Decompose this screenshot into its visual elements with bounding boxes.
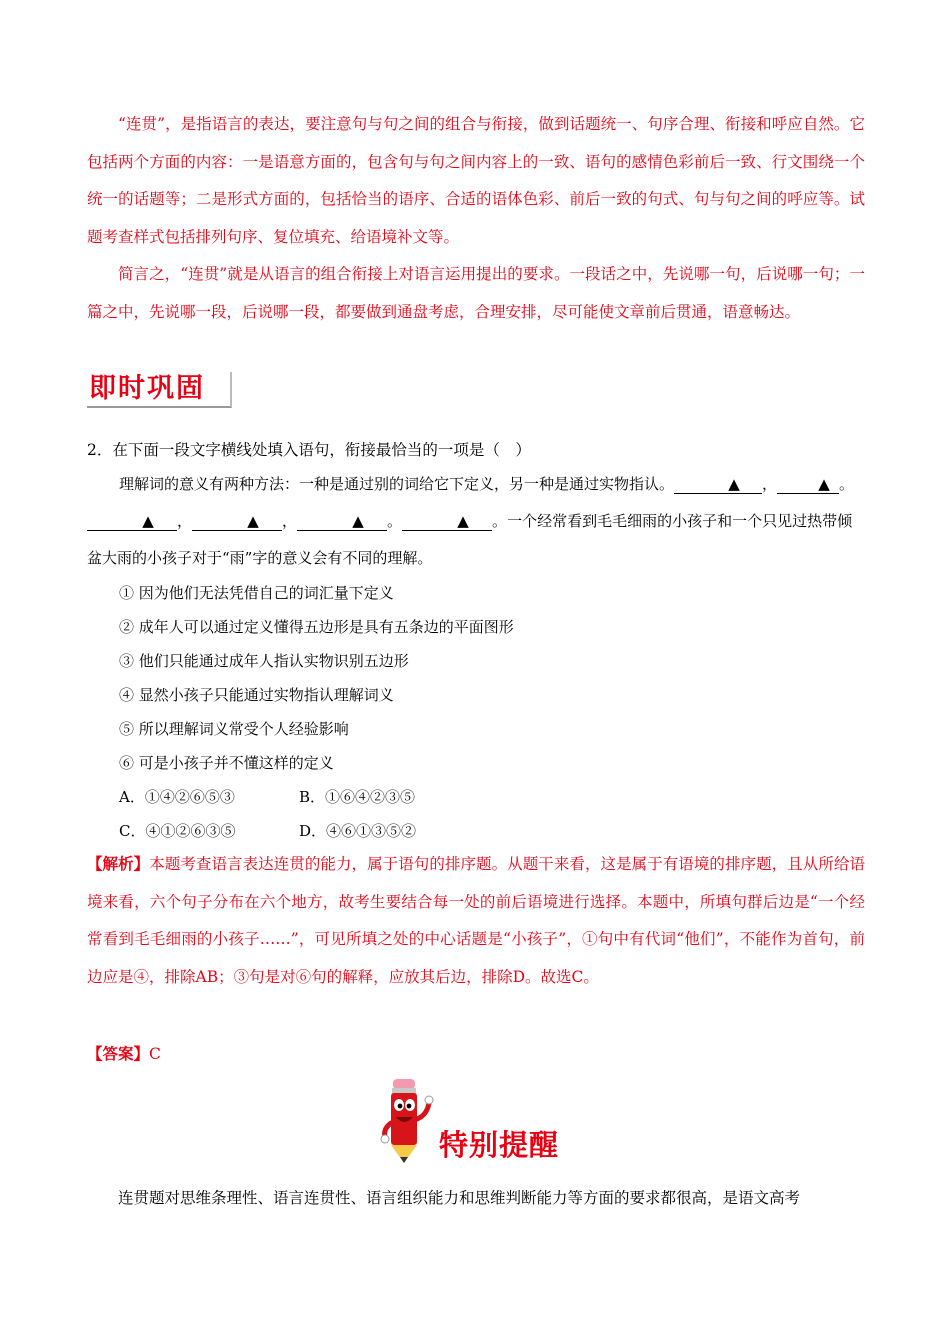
sentence-item: ② 成年人可以通过定义懂得五边形是具有五条边的平面图形 [119,618,514,636]
answer-blank [402,513,492,531]
question-stem: 2．在下面一段文字横线处填入语句，衔接最恰当的一项是（ ） [87,441,531,459]
blank-triangle-icon: ▲ [352,512,364,530]
blank-triangle-icon: ▲ [818,475,830,493]
section-badge-label: 即时巩固 [89,373,205,404]
blank-triangle-icon: ▲ [457,512,469,530]
passage-start: 理解词的意义有两种方法：一种是通过别的词给它下定义，另一种是通过实物指认。 [119,475,675,493]
sentence-item: ⑤ 所以理解词义常受个人经验影响 [119,720,349,738]
blank-triangle-icon: ▲ [247,512,259,530]
analysis-block [87,845,865,996]
tip-text: 连贯题对思维条理性、语言连贯性、语言组织能力和思维判断能力等方面的要求都很高，是语文高考 [118,1189,801,1207]
answer-blank [297,513,387,531]
sentence-item: ③ 他们只能通过成年人指认实物识别五边形 [119,652,409,670]
pencil-mascot-icon [375,1075,435,1167]
answer-label: 【答案】 [87,1044,150,1063]
intro-paragraph-1: “连贯”，是指语言的表达，要注意句与句之间的组合与衔接，做到话题统一、句序合理、衔接和呼应自然。它包括两个方面的内容：一是语意方面的，包含句与句之间内容上的一致、语句的感情色彩前后一致、行文围绕一个统一的话题等；二是形式方面的，包括恰当的语序、合适的语体色彩、前后一致的句式、句与句之间的呼应等。试题考查样式包括排列句序、复位填充、给语境补文等。 [87,115,865,246]
sentence-item: ④ 显然小孩子只能通过实物指认理解词义 [119,686,394,704]
section-badge [87,372,232,408]
passage-end: 一个经常看到毛毛细雨的小孩子和一个只见过热带倾盆大雨的小孩子对于“雨”字的意义会有不同的理解。 [87,512,853,567]
analysis-label: 【解析】 [87,854,150,873]
option-c: C．④①②⑥③⑤ [119,822,236,840]
sentence-item: ① 因为他们无法凭借自己的词汇量下定义 [119,584,394,602]
option-a: A．①④②⑥⑤③ [119,788,235,806]
tip-title: 特别提醒 [439,1128,560,1162]
option-d: D．④⑥①③⑤② [299,822,417,840]
analysis-text: 本题考查语言表达连贯的能力，属于语句的排序题。从题干来看，这是属于有语境的排序题，且从所给语境来看，六个句子分布在六个地方，故考生要结合每一处的前后语境进行选择。本题中，所填句群后边是“一个经常看到毛毛细雨的小孩子……”，可见所填之处的中心话题是“小孩子”，①句中有代词“他们”，不能作为首句，前边应是④，排除AB；③句是对⑥句的解释，应放其后边，排除D。故选C。 [87,855,865,986]
answer-blank [777,476,839,494]
question-passage: 理解词的意义有两种方法：一种是通过别的词给它下定义，另一种是通过实物指认。 ▲ ， ▲ 。▲ ， ▲ ， ▲ 。 ▲ 。一个经常看到毛毛细雨的小孩子和一个只见过热带倾盆大雨的小孩子对于“雨”字的意义会有不同的理解。 [87,475,855,567]
answer-value: C [149,1045,161,1063]
option-b: B．①⑥④②③⑤ [299,788,416,806]
blank-triangle-icon: ▲ [142,512,154,530]
blank-triangle-icon: ▲ [728,475,740,493]
answer-blank [87,513,177,531]
answer-line [87,1042,161,1064]
sentence-item: ⑥ 可是小孩子并不懂这样的定义 [119,754,334,772]
answer-blank [674,476,762,494]
intro-paragraph-2: 简言之，“连贯”就是从语言的组合衔接上对语言运用提出的要求。一段话之中，先说哪一句，后说哪一句；一篇之中，先说哪一段，后说哪一段，都要做到通盘考虑，合理安排，尽可能使文章前后贯通，语意畅达。 [87,265,865,321]
answer-blank [192,513,282,531]
